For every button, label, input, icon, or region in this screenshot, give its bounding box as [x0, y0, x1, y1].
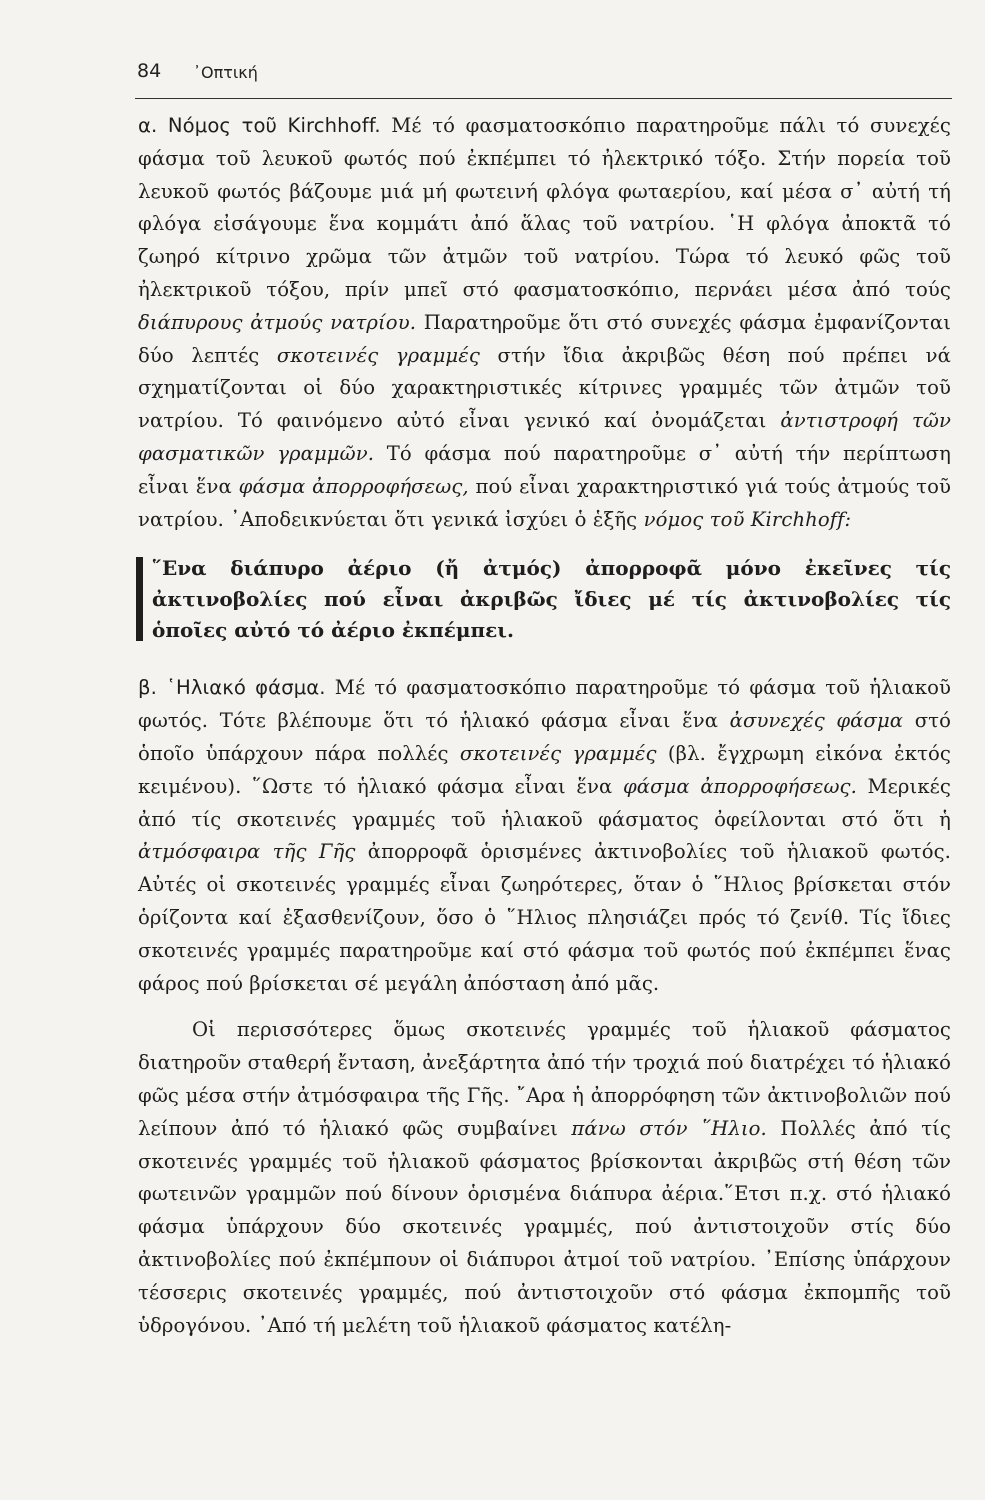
- header-rule: [135, 98, 952, 99]
- law-margin-bar: [136, 557, 143, 641]
- paragraph-dark-lines: Οἱ περισσότερες ὅμως σκοτεινές γραμμές τοῦ ἡλιακοῦ φάσματος διατηροῦν σταθερή ἔνταση, ἀνεξάρτητα ἀπό τήν τροχιά πού διατρέχει τό ἡλιακό φῶς μέσα στήν ἀτμόσφαιρα τῆς Γῆς. ῎Αρα ἡ ἀπορρόφηση τῶν ἀκτινοβολιῶν πού λείπουν ἀπό τό ἡλιακό φῶς συμβαίνει πάνω στόν ῞Ηλιο. Πολλές ἀπό τίς σκοτεινές γραμμές τοῦ ἡλιακοῦ φάσματος βρίσκονται ἀκριβῶς στή θέση τῶν φωτεινῶν γραμμῶν πού δίνουν ὁρισμένα διάπυρα ἀέρια.῞Ετσι π.χ. στό ἡλιακό φάσμα ὑπάρχουν δύο σκοτεινές γραμμές, πού ἀντιστοιχοῦν στίς δύο ἀκτινοβολίες πού ἐκπέμπουν οἱ διάπυροι ἀτμοί τοῦ νατρίου. ᾿Επίσης ὑπάρχουν τέσσερις σκοτεινές γραμμές, πού ἀντιστοιχοῦν στό φάσμα ἐκπομπῆς τοῦ ὑδρογόνου. ᾿Από τή μελέτη τοῦ ἡλιακοῦ φάσματος κατέλη-: [138, 1018, 951, 1337]
- running-head: ᾿Οπτική: [193, 63, 258, 82]
- page-body: [138, 110, 951, 1342]
- page-number: 84: [137, 60, 162, 82]
- kirchhoff-law-statement: [138, 553, 951, 646]
- paragraph-solar-spectrum: β. ῾Ηλιακό φάσμα. Μέ τό φασματοσκόπιο παρατηροῦμε τό φάσμα τοῦ ἡλιακοῦ φωτός. Τότε βλέπουμε ὅτι τό ἡλιακό φάσμα εἶναι ἕνα ἀσυνεχές φάσμα στό ὁποῖο ὑπάρχουν πάρα πολλές σκοτεινές γραμμές (βλ. ἔγχρωμη εἰκόνα ἐκτός κειμένου). ῞Ωστε τό ἡλιακό φάσμα εἶναι ἕνα φάσμα ἀπορροφήσεως. Μερικές ἀπό τίς σκοτεινές γραμμές τοῦ ἡλιακοῦ φάσματος ὀφείλονται στό ὅτι ἡ ἀτμόσφαιρα τῆς Γῆς ἀπορροφᾶ ὁρισμένες ἀκτινοβολίες τοῦ ἡλιακοῦ φωτός. Αὐτές οἱ σκοτεινές γραμμές εἶναι ζωηρότερες, ὅταν ὁ ῞Ηλιος βρίσκεται στόν ὁρίζοντα καί ἐξασθενίζουν, ὅσο ὁ ῞Ηλιος πλησιάζει πρός τό ζενίθ. Τίς ἴδιες σκοτεινές γραμμές παρατηροῦμε καί στό φάσμα τοῦ φωτός πού ἐκπέμπει ἕνας φάρος πού βρίσκεται σέ μεγάλη ἀπόσταση ἀπό μᾶς.: [138, 676, 952, 995]
- paragraph-kirchhoff-law: α. Νόμος τοῦ Kirchhoff. Μέ τό φασματοσκόπιο παρατηροῦμε πάλι τό συνεχές φάσμα τοῦ λευκοῦ φωτός πού ἐκπέμπει τό ἠλεκτρικό τόξο. Στήν πορεία τοῦ λευκοῦ φωτός βάζουμε μιά μή φωτεινή φλόγα φωταερίου, καί μέσα σ᾿ αὐτή τή φλόγα εἰσάγουμε ἕνα κομμάτι ἀπό ἅλας τοῦ νατρίου. ῾Η φλόγα ἀποκτᾶ τό ζωηρό κίτρινο χρῶμα τῶν ἀτμῶν τοῦ νατρίου. Τώρα τό λευκό φῶς τοῦ ἠλεκτρικοῦ τόξου, πρίν μπεῖ στό φασματοσκόπιο, περνάει μέσα ἀπό τούς διάπυρους ἀτμούς νατρίου. Παρατηροῦμε ὅτι στό συνεχές φάσμα ἐμφανίζονται δύο λεπτές σκοτεινές γραμμές στήν ἴδια ἀκριβῶς θέση πού πρέπει νά σχηματίζονται οἱ δύο χαρακτηριστικές κίτρινες γραμμές τῶν ἀτμῶν τοῦ νατρίου. Τό φαινόμενο αὐτό εἶναι γενικό καί ὀνομάζεται ἀντιστροφή τῶν φασματικῶν γραμμῶν. Τό φάσμα πού παρατηροῦμε σ᾿ αὐτή τήν περίπτωση εἶναι ἕνα φάσμα ἀπορροφήσεως, πού εἶναι χαρακτηριστικό γιά τούς ἀτμούς τοῦ νατρίου. ᾿Αποδεικνύεται ὅτι γενικά ἰσχύει ὁ ἑξῆς νόμος τοῦ Kirchhoff:: [138, 114, 952, 531]
- section-heading-kirchhoff: α. Νόμος τοῦ Kirchhoff.: [138, 114, 381, 137]
- section-heading-solar-spectrum: β. ῾Ηλιακό φάσμα.: [138, 676, 326, 700]
- law-text: ῞Ενα διάπυρο ἀέριο (ἤ ἀτμός) ἀπορροφᾶ μόνο ἐκεῖνες τίς ἀκτινοβολίες πού εἶναι ἀκριβῶς ἴδιες μέ τίς ἀκτινοβολίες τίς ὁποῖες αὐτό τό ἀέριο ἐκπέμπει.: [152, 556, 951, 643]
- page-header: [137, 60, 952, 92]
